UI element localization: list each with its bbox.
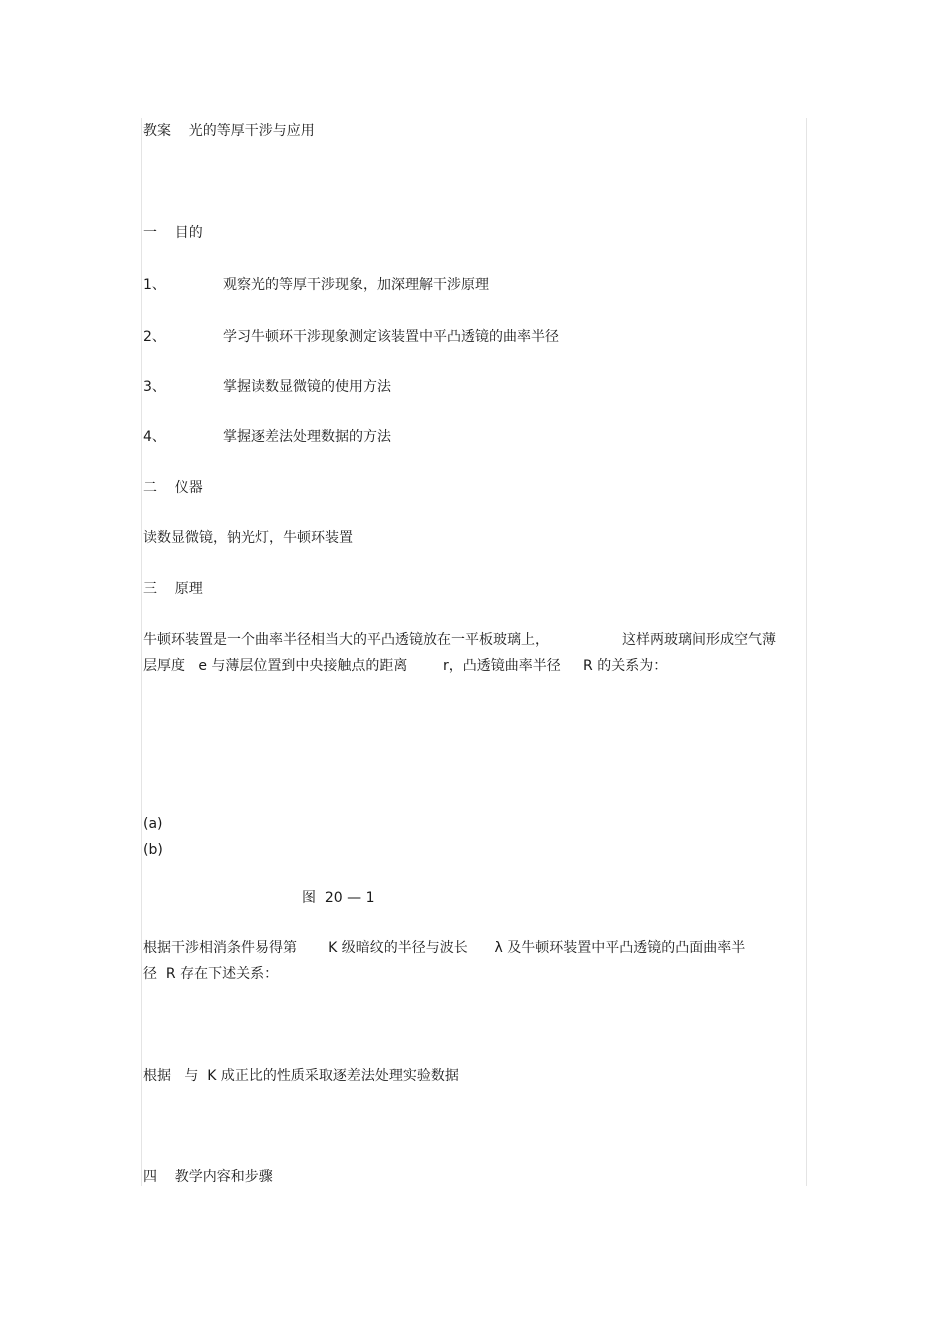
list-item-number: 2、	[143, 329, 166, 345]
list-item-text: 学习牛顿环干涉现象测定该装置中平凸透镜的曲率半径	[223, 329, 559, 345]
principle-paragraph-line2: 层厚度 e 与薄层位置到中央接触点的距离 r，凸透镜曲率半径 R 的关系为：	[143, 658, 668, 674]
list-item-text: 观察光的等厚干涉现象，加深理解干涉原理	[223, 277, 489, 293]
list-item-text: 掌握读数显微镜的使用方法	[223, 379, 391, 395]
page-left-border	[141, 118, 142, 1186]
section-heading-steps: 四 教学内容和步骤	[143, 1169, 273, 1185]
dark-fringe-paragraph-line2: 径 R 存在下述关系：	[143, 966, 279, 982]
figure-label-a: (a)	[143, 816, 163, 832]
list-item-number: 1、	[143, 277, 166, 293]
figure-caption: 图 20 — 1	[302, 890, 375, 906]
section-heading-instruments: 二 仪器	[143, 480, 203, 496]
list-item-number: 3、	[143, 379, 166, 395]
section-heading-purpose: 一 目的	[143, 225, 203, 241]
document-title: 教案 光的等厚干涉与应用	[143, 123, 315, 139]
dark-fringe-paragraph-line1: 根据干涉相消条件易得第 K 级暗纹的半径与波长 λ 及牛顿环装置中平凸透镜的凸面曲率半	[143, 940, 746, 956]
principle-paragraph-line1b: 这样两玻璃间形成空气薄	[622, 632, 776, 648]
page-right-border	[806, 118, 807, 1186]
list-item-number: 4、	[143, 429, 166, 445]
principle-paragraph-line1a: 牛顿环装置是一个曲率半径相当大的平凸透镜放在一平板玻璃上，	[143, 632, 549, 648]
method-paragraph: 根据 与 K 成正比的性质采取逐差法处理实验数据	[143, 1068, 459, 1084]
section-heading-principle: 三 原理	[143, 581, 203, 597]
list-item-text: 掌握逐差法处理数据的方法	[223, 429, 391, 445]
figure-label-b: (b)	[143, 842, 163, 858]
instruments-list: 读数显微镜，钠光灯，牛顿环装置	[143, 530, 353, 546]
